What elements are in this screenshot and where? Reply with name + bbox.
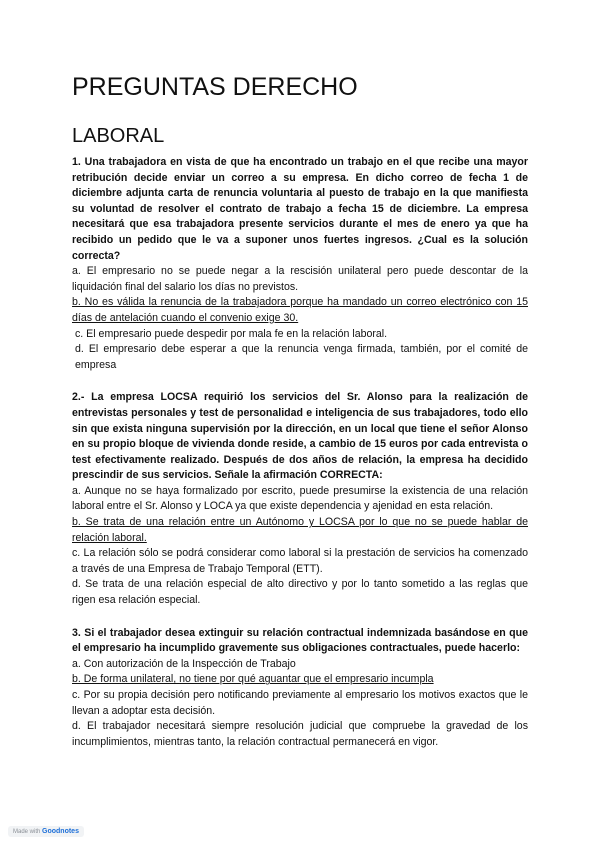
question-2-option-a: a. Aunque no se haya formalizado por escrito, puede presumirse la existencia de una relación laboral entre el Sr. Alonso y LOCA ya que existe dependencia y ajenidad en esta relación. [72,484,528,513]
question-3 [72,626,528,751]
badge-prefix: Made with [13,829,41,835]
question-1-text: 1. Una trabajadora en vista de que ha encontrado un trabajo en el que recibe una mayor retribución decide enviar un correo a su empresa. En dicho correo de fecha 1 de diciembre adjunta carta de renuncia voluntaria al puesto de trabajo en la que manifiesta su voluntad de resolver el contrato de trabajo a fecha 15 de diciembre. La empresa necesitará que esa trabajadora presente servicios durante el mes de enero ya que ha recibido un pedido que le va a suponer unos fuertes ingresos. ¿Cual es la solución correcta? [72,156,528,262]
question-1-option-a: a. El empresario no se puede negar a la rescisión unilateral pero puede descontar de la liquidación final del salario los días no previstos. [72,265,528,293]
page-title: PREGUNTAS DERECHO [72,73,358,101]
question-2-option-b: b. Se trata de una relación entre un Autónomo y LOCSA por lo que no se puede hablar de relación laboral. [72,516,528,544]
page-subtitle: LABORAL [72,125,165,147]
document-page [72,70,528,750]
question-3-option-b: b. De forma unilateral, no tiene por qué aguantar que el empresario incumpla [72,673,434,686]
goodnotes-badge [8,826,84,837]
badge-brand: Goodnotes [42,828,79,835]
question-3-text: 3. Si el trabajador desea extinguir su relación contractual indemnizada basándose en que el empresario ha incumplido gravemente sus obligaciones contractuales, puede hacerlo: [72,626,528,655]
question-2-option-c: c. La relación sólo se podrá considerar como laboral si la prestación de servicios ha comenzado a través de una Empresa de Trabajo Temporal (ETT). [72,547,528,575]
question-3-option-c: c. Por su propia decisión pero notificando previamente al empresario los motivos exactos que le llevan a adoptar esta decisión. [72,689,528,717]
question-2 [72,390,528,608]
question-1 [72,155,528,373]
question-2-option-d: d. Se trata de una relación especial de alto directivo y por lo tanto sometido a las reglas que rigen esa relación especial. [72,578,528,607]
question-3-option-d: d. El trabajador necesitará siempre resolución judicial que compruebe la gravedad de los incumplimientos, mientras tanto, la relación contractual permanecerá en vigor. [72,720,528,748]
question-1-option-c: c. El empresario puede despedir por mala fe en la relación laboral. [75,327,388,340]
question-1-option-b: b. No es válida la renuncia de la trabajadora porque ha mandado un correo electrónico con 15 días de antelación cuando el convenio exige 30. [72,296,528,324]
question-1-option-d: d. El empresario debe esperar a que la renuncia venga firmada, también, por el comité de empresa [75,343,528,371]
question-3-option-a: a. Con autorización de la Inspección de Trabajo [72,657,296,670]
question-2-text: 2.- La empresa LOCSA requirió los servicios del Sr. Alonso para la realización de entrevistas personales y test de personalidad e inteligencia de sus trabajadores, todo ello sin que exista ninguna supervisión por la dirección, en un local que tiene el señor Alonso en su propio bloque de vivienda donde reside, a cambio de 15 euros por cada entrevista o test efectivamente realizado. Después de dos años de relación, la empresa ha decidido prescindir de sus servicios. Señale la afirmación CORRECTA: [72,391,528,482]
